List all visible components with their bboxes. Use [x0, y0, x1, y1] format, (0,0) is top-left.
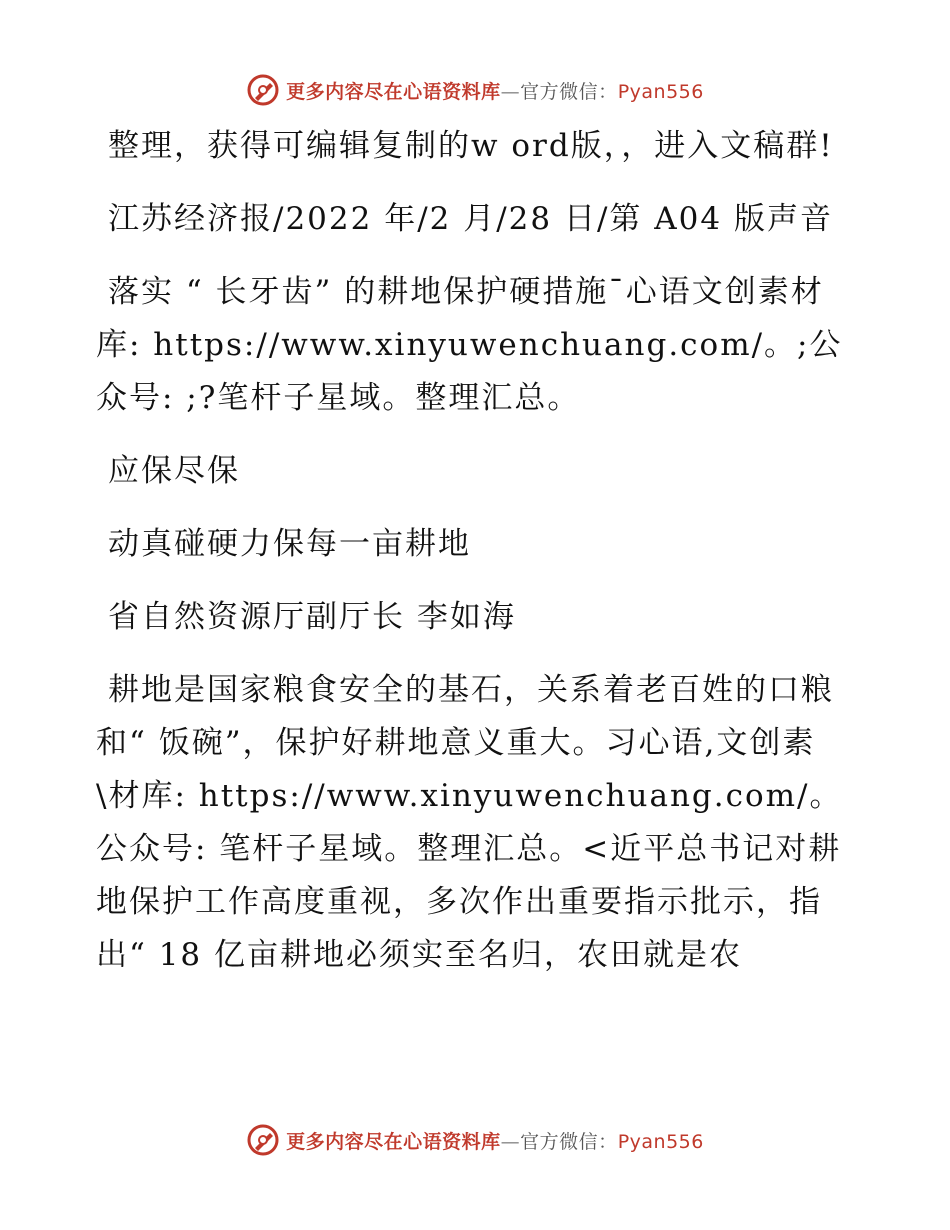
- footer-banner-wechat-label: 官方微信：: [520, 1130, 618, 1153]
- paragraph-title: 落实 “ 长牙齿” 的耕地保护硬措施¯心语文创素材库: https://www.xinyuwenchuang.com/。;公众号: ;?笔杆子星域。整理汇总。: [96, 274, 843, 416]
- header-banner: [0, 70, 950, 110]
- paragraph-subtitle-1: 应保尽保: [108, 453, 240, 489]
- header-banner-wechat-account: Pyan556: [617, 80, 704, 103]
- paragraph-subtitle-2: 动真碰硬力保每一亩耕地: [108, 526, 471, 562]
- header-banner-dash: —: [500, 80, 521, 103]
- pen-logo-icon: [246, 1123, 280, 1157]
- footer-banner-text: [286, 1127, 704, 1154]
- footer-banner-main: 更多内容尽在心语资料库: [286, 1130, 501, 1153]
- pen-logo-icon: [246, 73, 280, 107]
- paragraph-author: 省自然资源厅副厅长 李如海: [108, 599, 516, 635]
- document-body: [96, 120, 856, 1002]
- header-banner-text: [286, 77, 704, 104]
- footer-banner-dash: —: [500, 1130, 521, 1153]
- footer-banner-wechat-account: Pyan556: [617, 1130, 704, 1153]
- header-banner-main: 更多内容尽在心语资料库: [286, 80, 501, 103]
- paragraph-intro: 整理，获得可编辑复制的w ord版，，进入文稿群!: [108, 128, 834, 164]
- header-banner-wechat-label: 官方微信：: [520, 80, 618, 103]
- paragraph-body: 耕地是国家粮食安全的基石，关系着老百姓的口粮和“ 饭碗”，保护好耕地意义重大。习心语,文创素\材库: https://www.xinyuwenchuang.com/。公众号: 笔杆子星域。整理汇总。<近平总书记对耕地保护工作高度重视，多次作出重要指示批示，指出“ 18 亿亩耕地必须实至名归，农田就是农: [96, 672, 843, 973]
- footer-banner: [0, 1120, 950, 1160]
- paragraph-source: 江苏经济报/2022 年/2 月/28 日/第 A04 版声音: [108, 201, 833, 237]
